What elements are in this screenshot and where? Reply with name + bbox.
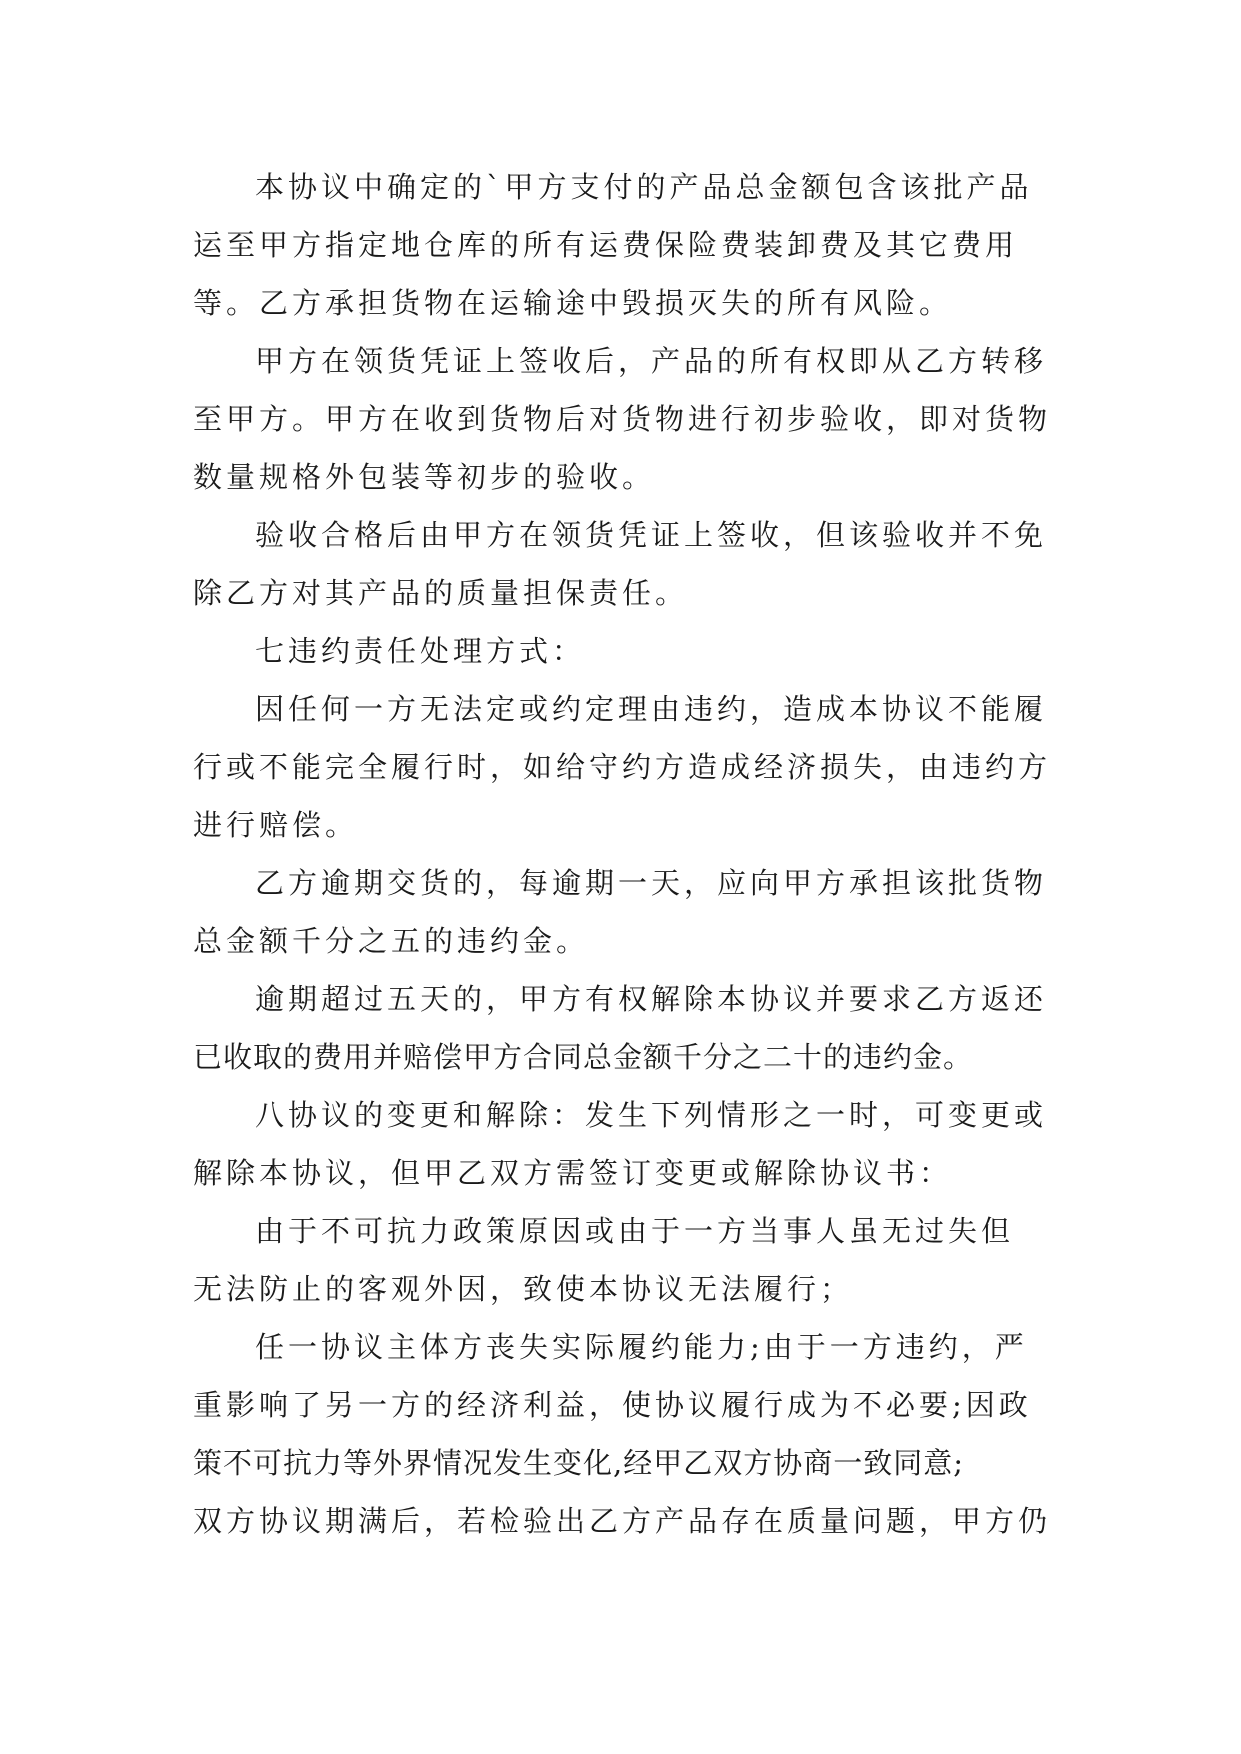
text-line: 解除本协议，但甲乙双方需签订变更或解除协议书： [193,1156,953,1190]
text-line: 运至甲方指定地仓库的所有运费保险费装卸费及其它费用 [193,228,1019,262]
paragraph-loss-of-capacity [193,1318,1063,1550]
text-line: 除乙方对其产品的质量担保责任。 [193,576,689,610]
paragraph-force-majeure [193,1202,1063,1318]
text-line: 乙方逾期交货的，每逾期一天，应向甲方承担该批货物 [255,866,1048,900]
section-heading: 七违约责任处理方式： [255,634,586,668]
text-line: 行或不能完全履行时，如给守约方造成经济损失，由违约方 [193,750,1052,784]
paragraph-modification-termination [193,1086,1063,1202]
text-line: 重影响了另一方的经济利益，使协议履行成为不必要;因政 [193,1388,1032,1422]
text-line: 总金额千分之五的违约金。 [193,924,590,958]
section-heading-breach [193,622,1063,680]
text-line: 本协议中确定的`甲方支付的产品总金额包含该批产品 [255,170,1033,204]
text-line: 策不可抗力等外界情况发生变化,经甲乙双方协商一致同意; [193,1446,964,1480]
section-heading: 八协议的变更和解除：发生下列情形之一时，可变更或 [255,1098,1048,1132]
paragraph-acceptance [193,506,1063,622]
text-line: 数量规格外包装等初步的验收。 [193,460,656,494]
text-line: 双方协议期满后，若检验出乙方产品存在质量问题，甲方仍 [193,1504,1052,1538]
paragraph-ownership-transfer [193,332,1063,506]
paragraph-overdue-termination [193,970,1063,1086]
text-line: 逾期超过五天的，甲方有权解除本协议并要求乙方返还 [255,982,1048,1016]
text-line: 无法防止的客观外因，致使本协议无法履行； [193,1272,854,1306]
text-line: 进行赔偿。 [193,808,359,842]
text-line: 任一协议主体方丧失实际履约能力;由于一方违约，严 [255,1330,1028,1364]
paragraph-payment-terms [193,158,1063,332]
text-line: 由于不可抗力政策原因或由于一方当事人虽无过失但 [255,1214,1015,1248]
text-line: 至甲方。甲方在收到货物后对货物进行初步验收，即对货物 [193,402,1052,436]
text-line: 验收合格后由甲方在领货凭证上签收，但该验收并不免 [255,518,1048,552]
paragraph-late-delivery [193,854,1063,970]
paragraph-breach-compensation [193,680,1063,854]
text-line: 已收取的费用并赔偿甲方合同总金额千分之二十的违约金。 [193,1040,974,1074]
text-line: 因任何一方无法定或约定理由违约，造成本协议不能履 [255,692,1048,726]
text-line: 甲方在领货凭证上签收后，产品的所有权即从乙方转移 [255,344,1048,378]
text-line: 等。乙方承担货物在运输途中毁损灭失的所有风险。 [193,286,953,320]
body-text [193,158,1063,1550]
